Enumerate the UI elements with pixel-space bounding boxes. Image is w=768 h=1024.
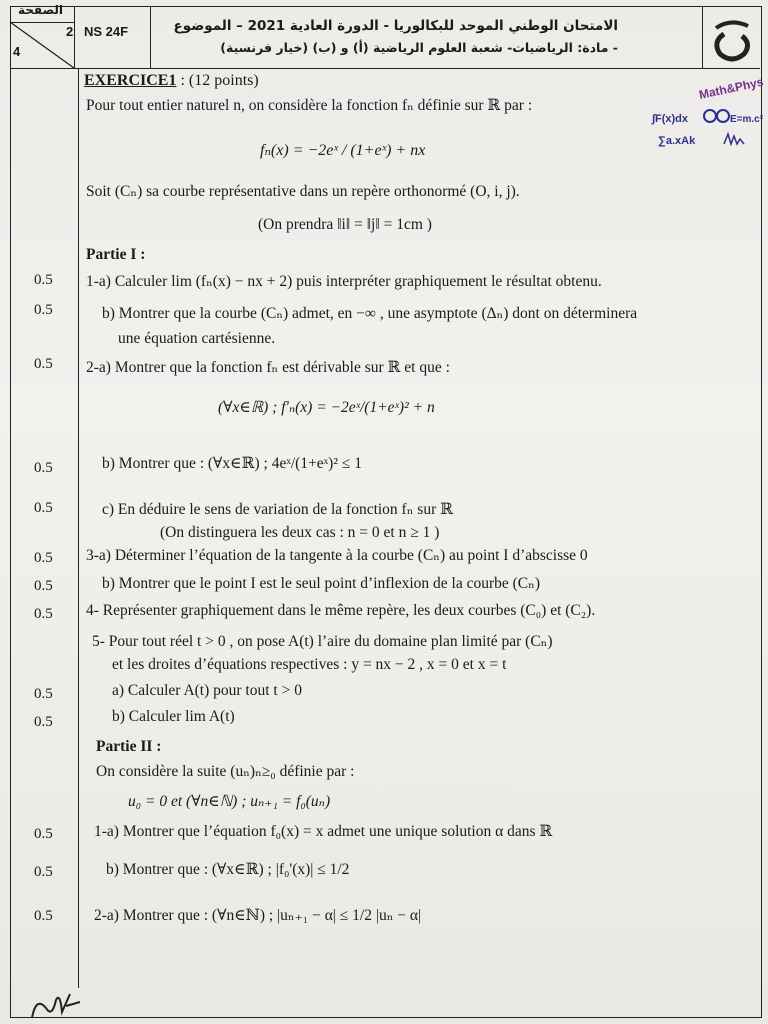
item-points: 0.5	[34, 356, 53, 372]
badge-wave-icon	[724, 134, 744, 144]
item-text: 2-a) Montrer que : (∀n∈ℕ) ; |uₙ₊₁ − α| ≤ 1/2 |uₙ − α|	[94, 907, 422, 924]
exercise-title: EXERCICE1	[84, 72, 177, 89]
subject-line-arabic: - مادة: الرياضيات- شعبة العلوم الرياضية (أ) و (ب) (خيار فرنسية)	[220, 40, 618, 55]
math-phys-badge	[650, 74, 765, 160]
item-points: 0.5	[34, 302, 53, 318]
badge-left-text: ∫F(x)dx	[652, 113, 689, 125]
item-text: b) Calculer lim A(t)	[112, 708, 235, 725]
item-text: 1-a) Calculer lim (fₙ(x) − nx + 2) puis interpréter graphiquement le résultat obtenu.	[86, 273, 602, 290]
item-text: 4- Représenter graphiquement dans le même repère, les deux courbes (C₀) et (C₂).	[86, 602, 596, 619]
header-divider	[702, 6, 703, 68]
item-text: b) Montrer que : (∀x∈ℝ) ; 4eˣ/(1+eˣ)² ≤ 1	[102, 455, 362, 472]
item-text: b) Montrer que le point I est le seul point d’inflexion de la courbe (Cₙ)	[102, 575, 541, 592]
sequence-definition: u₀ = 0 et (∀n∈ℕ) ; uₙ₊₁ = f₀(uₙ)	[128, 793, 331, 810]
handwritten-signature	[26, 988, 86, 1024]
badge-top-text: Math&Phys	[697, 74, 765, 102]
item-points: 0.5	[34, 606, 53, 622]
item-text: b) Montrer que la courbe (Cₙ) admet, en −∞ , une asymptote (Δₙ) dont on déterminera	[102, 305, 638, 322]
curve-definition: Soit (Cₙ) sa courbe représentative dans un repère orthonormé (O, i, j).	[86, 183, 520, 200]
item-text: b) Montrer que : (∀x∈ℝ) ; |f₀'(x)| ≤ 1/2	[106, 861, 350, 878]
points-column-divider	[78, 68, 79, 988]
badge-owl-eye-icon	[717, 110, 729, 122]
header-divider	[74, 6, 75, 68]
item-points: 0.5	[34, 550, 53, 566]
page-current: 2	[66, 24, 74, 39]
item-text: On considère la suite (uₙ)ₙ≥₀ définie par :	[96, 763, 355, 780]
part2-heading: Partie II :	[96, 738, 162, 755]
exam-title-arabic: الامتحان الوطني الموحد للبكالوريا - الدورة العادية 2021 – الموضوع	[173, 18, 618, 34]
derivative-formula: (∀x∈ℝ) ; f'ₙ(x) = −2eˣ/(1+eˣ)² + n	[218, 399, 435, 416]
item-points: 0.5	[34, 826, 53, 842]
item-points: 0.5	[34, 908, 53, 924]
page-label: الصفحة	[18, 3, 64, 17]
exercise-heading	[84, 72, 259, 90]
item-text: 5- Pour tout réel t > 0 , on pose A(t) l’aire du domaine plan limité par (Cₙ)	[92, 633, 553, 650]
part1-heading: Partie I :	[86, 246, 146, 263]
exercise-points: : (12 points)	[176, 72, 259, 89]
function-definition: fₙ(x) = −2eˣ / (1+eˣ) + nx	[260, 142, 426, 159]
national-exam-logo	[706, 16, 756, 64]
page-total: 4	[13, 44, 21, 59]
item-text: 2-a) Montrer que la fonction fₙ est dérivable sur ℝ et que :	[86, 359, 450, 376]
item-text: (On distinguera les deux cas : n = 0 et n ≥ 1 )	[160, 524, 440, 541]
item-points: 0.5	[34, 714, 53, 730]
item-points: 0.5	[34, 500, 53, 516]
badge-right-text: E=m.c²	[730, 114, 764, 125]
item-points: 0.5	[34, 578, 53, 594]
item-points: 0.5	[34, 686, 53, 702]
item-text: c) En déduire le sens de variation de la fonction fₙ sur ℝ	[102, 501, 453, 518]
badge-owl-eye-icon	[704, 110, 716, 122]
header-divider	[150, 6, 151, 68]
item-points: 0.5	[34, 864, 53, 880]
badge-bottom-text: ∑a.xAk	[658, 135, 696, 147]
item-text: 3-a) Déterminer l’équation de la tangente à la courbe (Cₙ) au point I d’abscisse 0	[86, 547, 588, 564]
item-points: 0.5	[34, 272, 53, 288]
exercise-intro: Pour tout entier naturel n, on considère la fonction fₙ définie sur ℝ par :	[86, 97, 533, 114]
item-points: 0.5	[34, 460, 53, 476]
item-text: 1-a) Montrer que l’équation f₀(x) = x admet une unique solution α dans ℝ	[94, 823, 553, 840]
item-text: a) Calculer A(t) pour tout t > 0	[112, 682, 302, 699]
item-text: et les droites d’équations respectives : y = nx − 2 , x = 0 et x = t	[112, 656, 507, 673]
exam-code: NS 24F	[84, 24, 129, 39]
item-text: une équation cartésienne.	[118, 330, 276, 347]
unit-note: (On prendra ‖i‖ = ‖j‖ = 1cm )	[258, 216, 432, 233]
